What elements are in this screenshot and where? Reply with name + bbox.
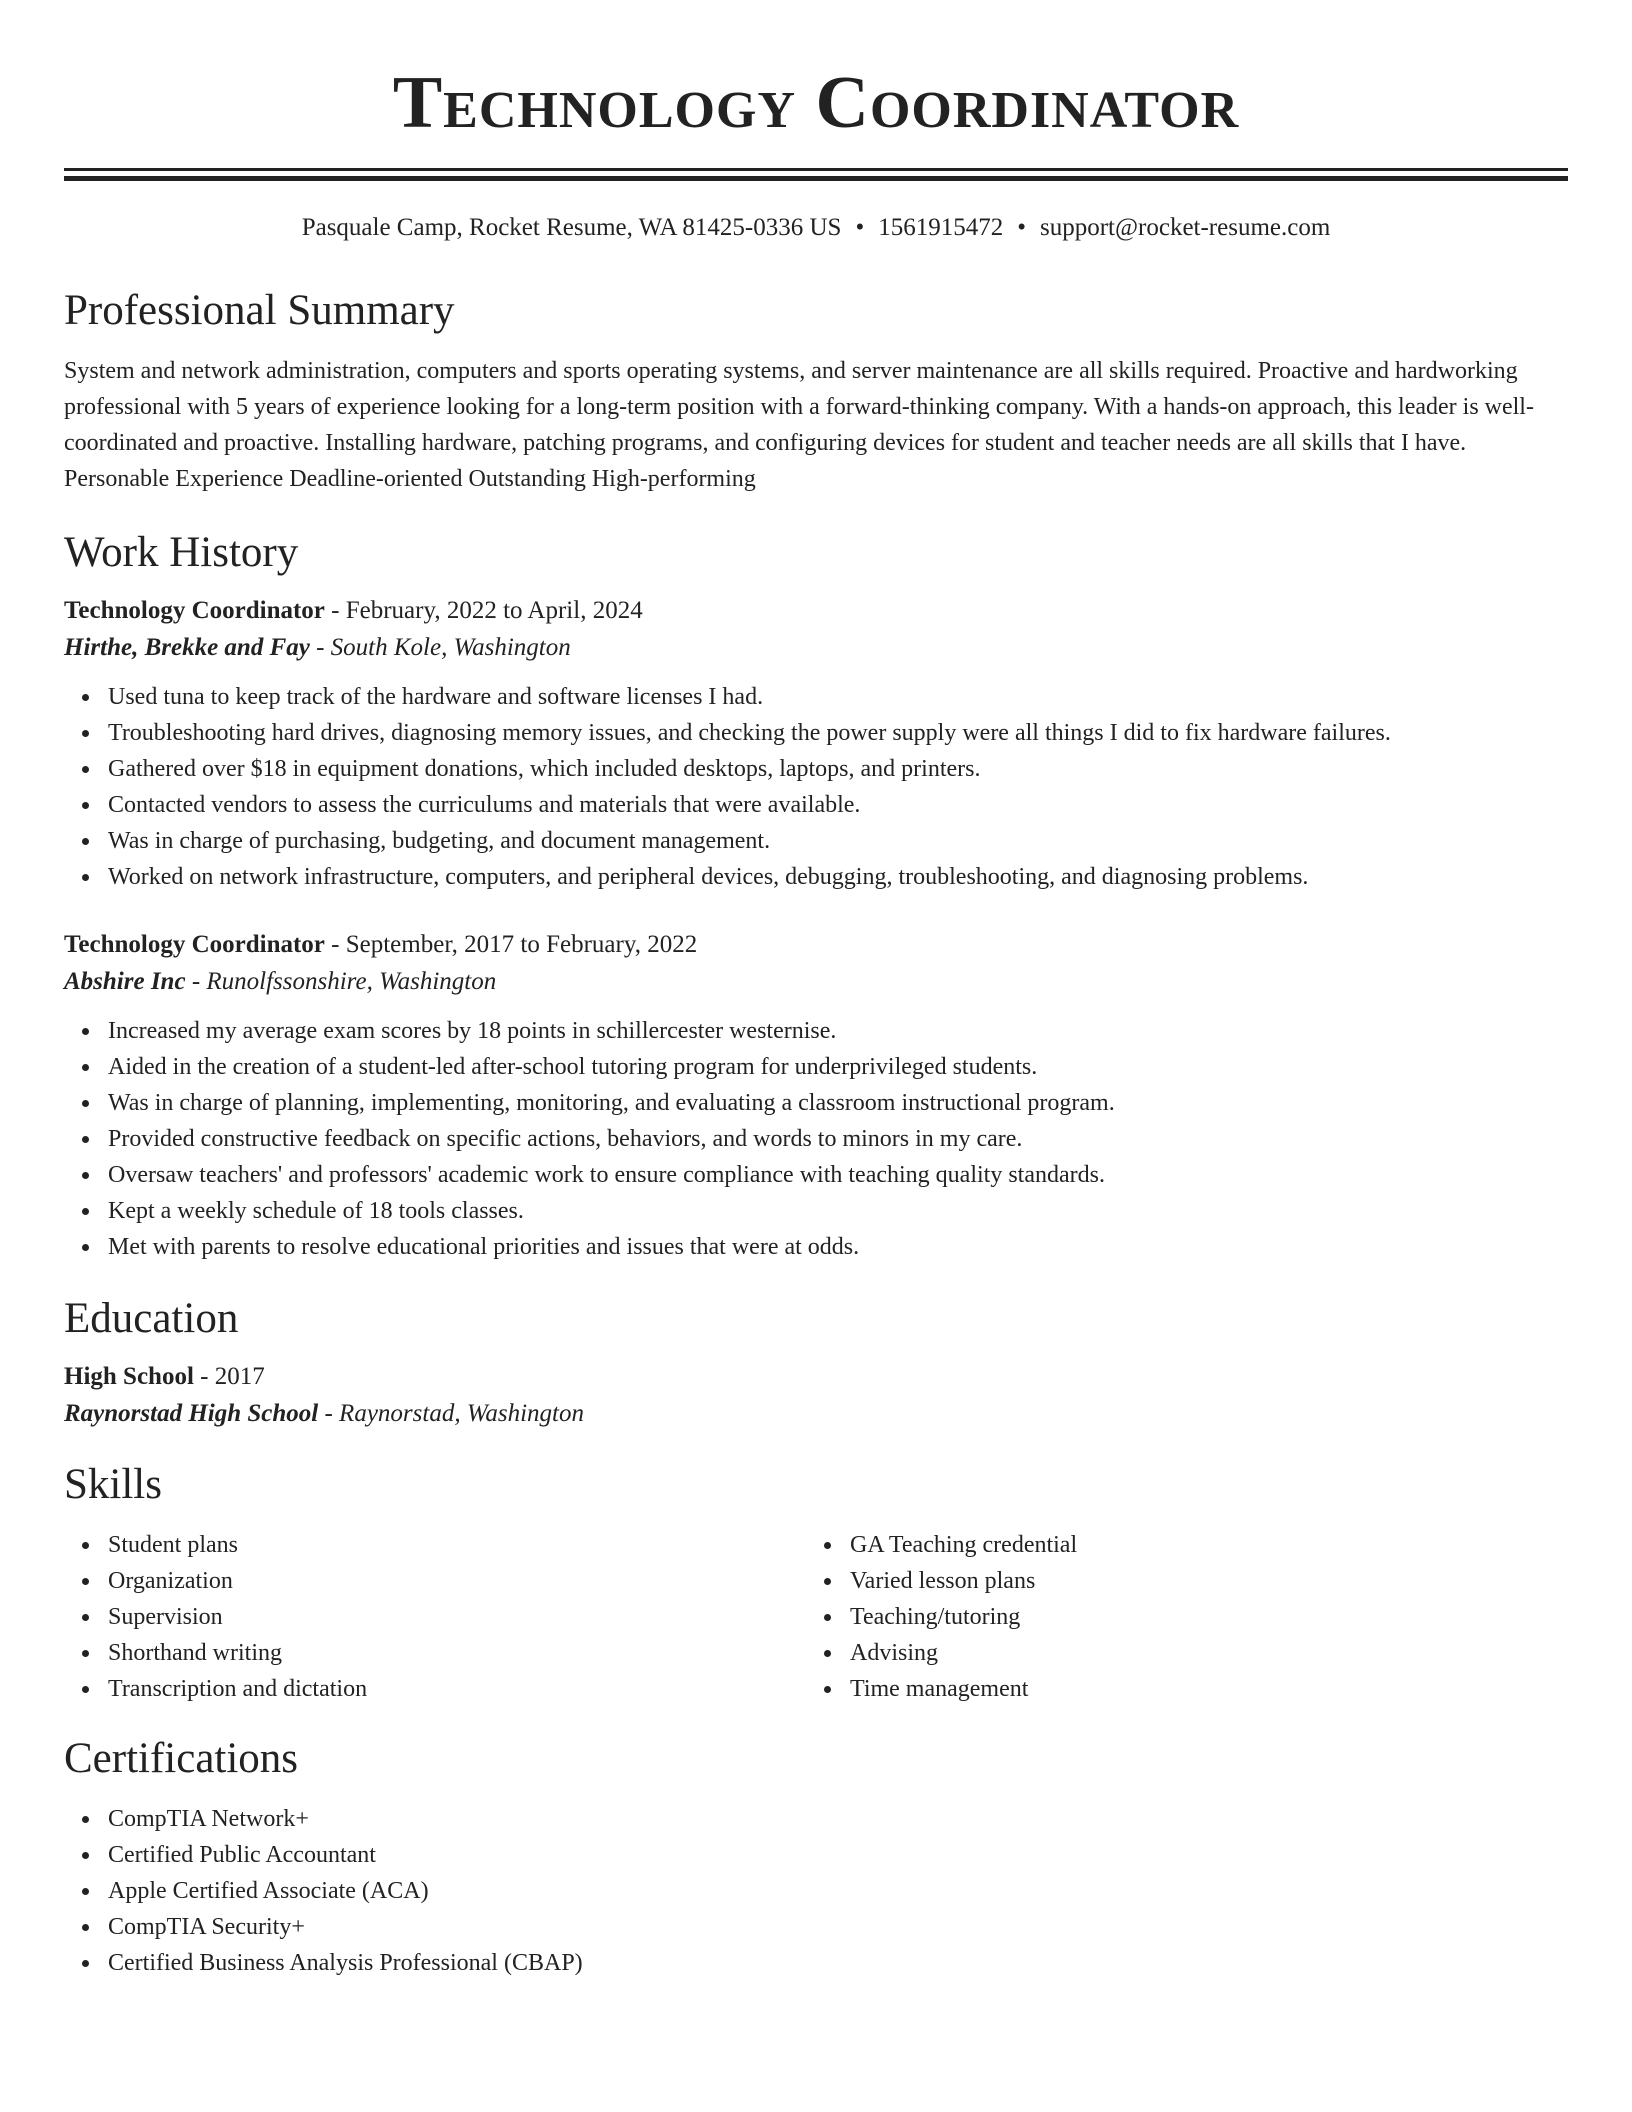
- contact-phone: 1561915472: [878, 214, 1004, 241]
- job-dates: - September, 2017 to February, 2022: [331, 931, 698, 958]
- job-company: Hirthe, Brekke and Fay: [64, 634, 310, 661]
- list-item: Worked on network infrastructure, computers, and peripheral devices, debugging, troubleshooting, and diagnosing problems.: [108, 859, 1568, 895]
- skill-item: Supervision: [108, 1599, 806, 1635]
- contact-separator: •: [855, 214, 865, 241]
- skill-item: Organization: [108, 1563, 806, 1599]
- education-year: - 2017: [200, 1363, 265, 1390]
- education-entry: [64, 1359, 1568, 1433]
- job-entry: [64, 593, 1568, 895]
- list-item: Aided in the creation of a student-led after-school tutoring program for underprivileged students.: [108, 1049, 1568, 1085]
- certifications-heading: Certifications: [64, 1735, 299, 1782]
- contact-separator: •: [1017, 214, 1026, 241]
- certification-item: CompTIA Security+: [108, 1909, 1568, 1945]
- education-school-line: [64, 1395, 1568, 1433]
- education-degree: High School: [64, 1363, 194, 1390]
- certifications-list: [64, 1801, 1568, 1981]
- skills-column-left: [64, 1527, 806, 1707]
- education-school: Raynorstad High School: [64, 1400, 319, 1427]
- summary-text: System and network administration, computers and sports operating systems, and server maintenance are all skills required. Proactive and hardworking professional with 5 years of experience looking for a long-term position with a forward-thinking company. With a hands-on approach, this leader is well-coordinated and proactive. Installing hardware, patching programs, and configuring devices for student and teacher needs are all skills that I have. Personable Experience Deadline-oriented Outstanding High-performing: [64, 358, 1534, 492]
- certification-item: Apple Certified Associate (ACA): [108, 1873, 1568, 1909]
- job-title-line: [64, 593, 1568, 629]
- list-item: Was in charge of purchasing, budgeting, and document management.: [108, 823, 1568, 859]
- certification-item: Certified Business Analysis Professional (CBAP): [108, 1945, 1568, 1981]
- skill-item: Time management: [850, 1671, 1548, 1707]
- education-degree-line: [64, 1359, 1568, 1395]
- job-entry: [64, 927, 1568, 1265]
- list-item: Increased my average exam scores by 18 points in schillercester westernise.: [108, 1013, 1568, 1049]
- job-title-line: [64, 927, 1568, 963]
- skill-item: Advising: [850, 1635, 1548, 1671]
- job-company: Abshire Inc: [64, 968, 186, 995]
- work-history-heading: Work History: [64, 529, 299, 576]
- certification-item: Certified Public Accountant: [108, 1837, 1568, 1873]
- job-title: Technology Coordinator: [64, 597, 325, 624]
- skill-item: Varied lesson plans: [850, 1563, 1548, 1599]
- contact-address: Pasquale Camp, Rocket Resume, WA 81425-0336 US: [301, 214, 842, 241]
- job-title: Technology Coordinator: [64, 931, 325, 958]
- list-item: Oversaw teachers' and professors' academic work to ensure compliance with teaching quality standards.: [108, 1157, 1568, 1193]
- list-item: Used tuna to keep track of the hardware and software licenses I had.: [108, 679, 1568, 715]
- job-company-line: [64, 963, 1568, 1001]
- list-item: Provided constructive feedback on specific actions, behaviors, and words to minors in my care.: [108, 1121, 1568, 1157]
- job-duties-list: [64, 1013, 1568, 1265]
- skills-list: [64, 1527, 806, 1707]
- skill-item: Shorthand writing: [108, 1635, 806, 1671]
- certification-item: CompTIA Network+: [108, 1801, 1568, 1837]
- education-heading: Education: [64, 1295, 239, 1342]
- contact-email: support@rocket-resume.com: [1040, 214, 1331, 241]
- skill-item: Transcription and dictation: [108, 1671, 806, 1707]
- list-item: Gathered over $18 in equipment donations, which included desktops, laptops, and printers.: [108, 751, 1568, 787]
- title-divider: [64, 168, 1568, 181]
- education-location: - Raynorstad, Washington: [324, 1400, 584, 1427]
- list-item: Met with parents to resolve educational priorities and issues that were at odds.: [108, 1229, 1568, 1265]
- skill-item: Student plans: [108, 1527, 806, 1563]
- skills-grid: [64, 1527, 1568, 1707]
- job-location: - South Kole, Washington: [316, 634, 571, 661]
- skills-heading: Skills: [64, 1461, 162, 1508]
- list-item: Kept a weekly schedule of 18 tools classes.: [108, 1193, 1568, 1229]
- list-item: Was in charge of planning, implementing, monitoring, and evaluating a classroom instructional program.: [108, 1085, 1568, 1121]
- resume-title: Technology Coordinator: [392, 62, 1240, 144]
- skill-item: Teaching/tutoring: [850, 1599, 1548, 1635]
- job-location: - Runolfssonshire, Washington: [191, 968, 497, 995]
- skills-column-right: [806, 1527, 1548, 1707]
- job-company-line: [64, 629, 1568, 667]
- job-dates: - February, 2022 to April, 2024: [331, 597, 643, 624]
- job-duties-list: [64, 679, 1568, 895]
- list-item: Troubleshooting hard drives, diagnosing memory issues, and checking the power supply were all things I did to fix hardware failures.: [108, 715, 1568, 751]
- list-item: Contacted vendors to assess the curriculums and materials that were available.: [108, 787, 1568, 823]
- contact-line: [64, 211, 1568, 245]
- skill-item: GA Teaching credential: [850, 1527, 1548, 1563]
- skills-list: [806, 1527, 1548, 1707]
- summary-heading: Professional Summary: [64, 287, 455, 334]
